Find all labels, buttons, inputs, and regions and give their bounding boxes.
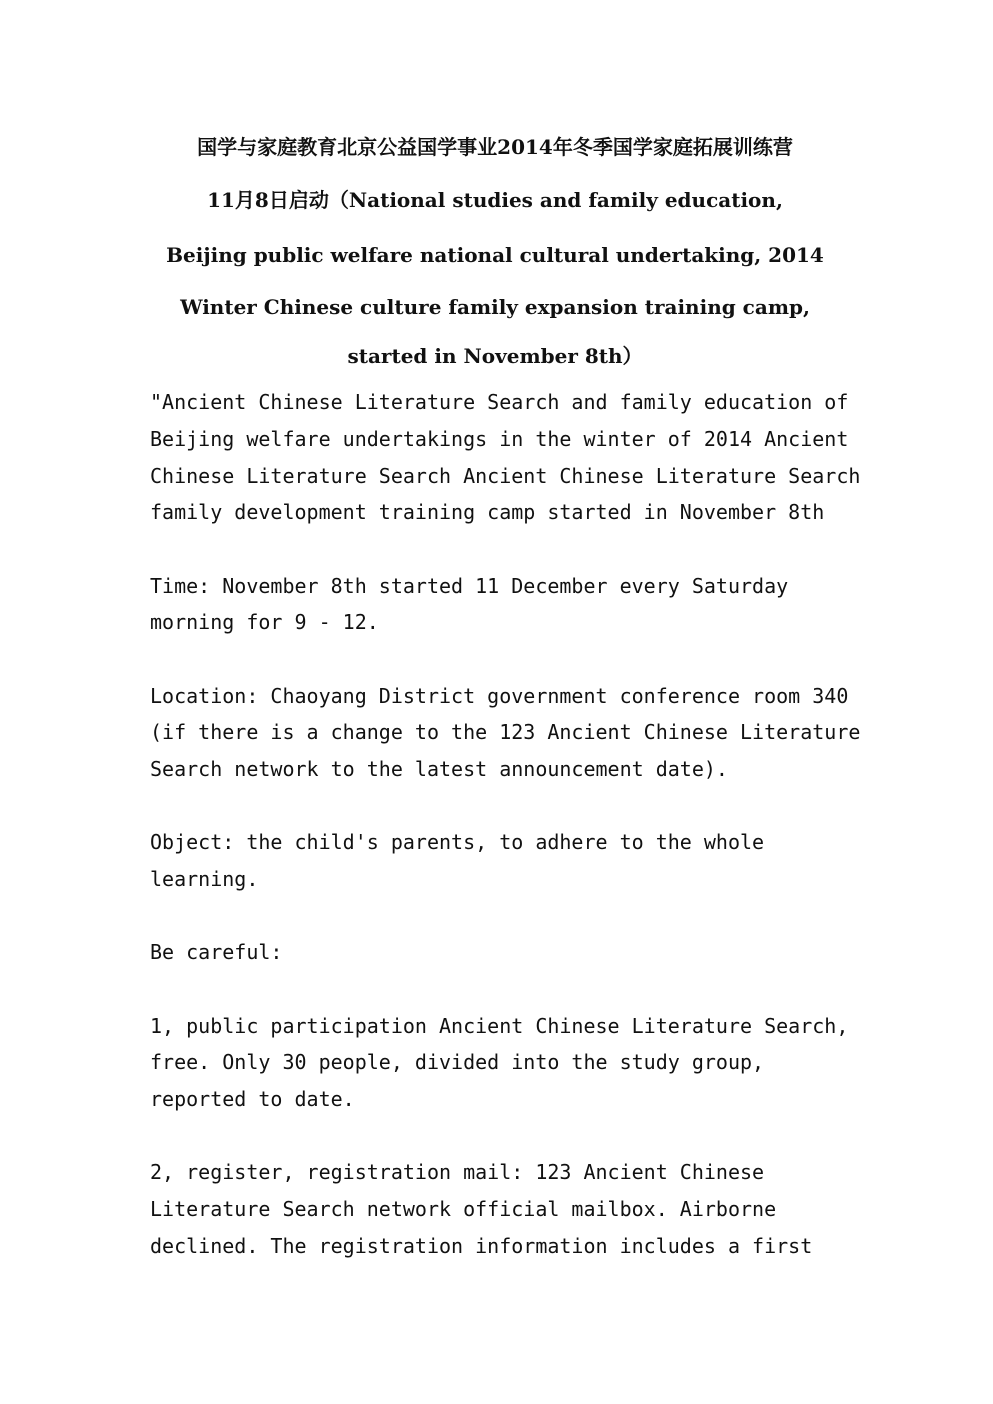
body-line-9: Search network to the latest announcement date).: [150, 757, 728, 781]
title-line-3: Beijing public welfare national cultural undertaking, 2014: [166, 243, 824, 267]
body-line-16: 2, register, registration mail: 123 Ancient Chinese: [150, 1160, 765, 1184]
title-line-1: 国学与家庭教育北京公益国学事业2014年冬季国学家庭拓展训练营: [197, 135, 793, 159]
title-line-4: Winter Chinese culture family expansion training camp,: [180, 295, 810, 319]
body-line-11: learning.: [150, 867, 259, 891]
body-line-4: family development training camp started in November 8th: [150, 500, 825, 524]
body-line-14: free. Only 30 people, divided into the study group,: [150, 1050, 765, 1074]
body-line-5: Time: November 8th started 11 December every Saturday: [150, 574, 789, 598]
body-line-7: Location: Chaoyang District government conference room 340: [150, 684, 849, 708]
title-line-2: 11月8日启动（National studies and family education,: [207, 188, 783, 212]
title-line-5: started in November 8th）: [347, 344, 643, 368]
body-line-15: reported to date.: [150, 1087, 355, 1111]
body-line-2: Beijing welfare undertakings in the winter of 2014 Ancient: [150, 427, 849, 451]
body-line-17: Literature Search network official mailbox. Airborne: [150, 1197, 777, 1221]
body-line-12: Be careful:: [150, 940, 283, 964]
body-line-3: Chinese Literature Search Ancient Chinese Literature Search: [150, 464, 861, 488]
body-line-8: (if there is a change to the 123 Ancient Chinese Literature: [150, 720, 861, 744]
body-line-10: Object: the child's parents, to adhere to the whole: [150, 830, 765, 854]
body-line-18: declined. The registration information includes a first: [150, 1234, 813, 1258]
body-line-1: "Ancient Chinese Literature Search and family education of: [150, 390, 849, 414]
body-line-13: 1, public participation Ancient Chinese Literature Search,: [150, 1014, 849, 1038]
body-line-6: morning for 9 - 12.: [150, 610, 379, 634]
